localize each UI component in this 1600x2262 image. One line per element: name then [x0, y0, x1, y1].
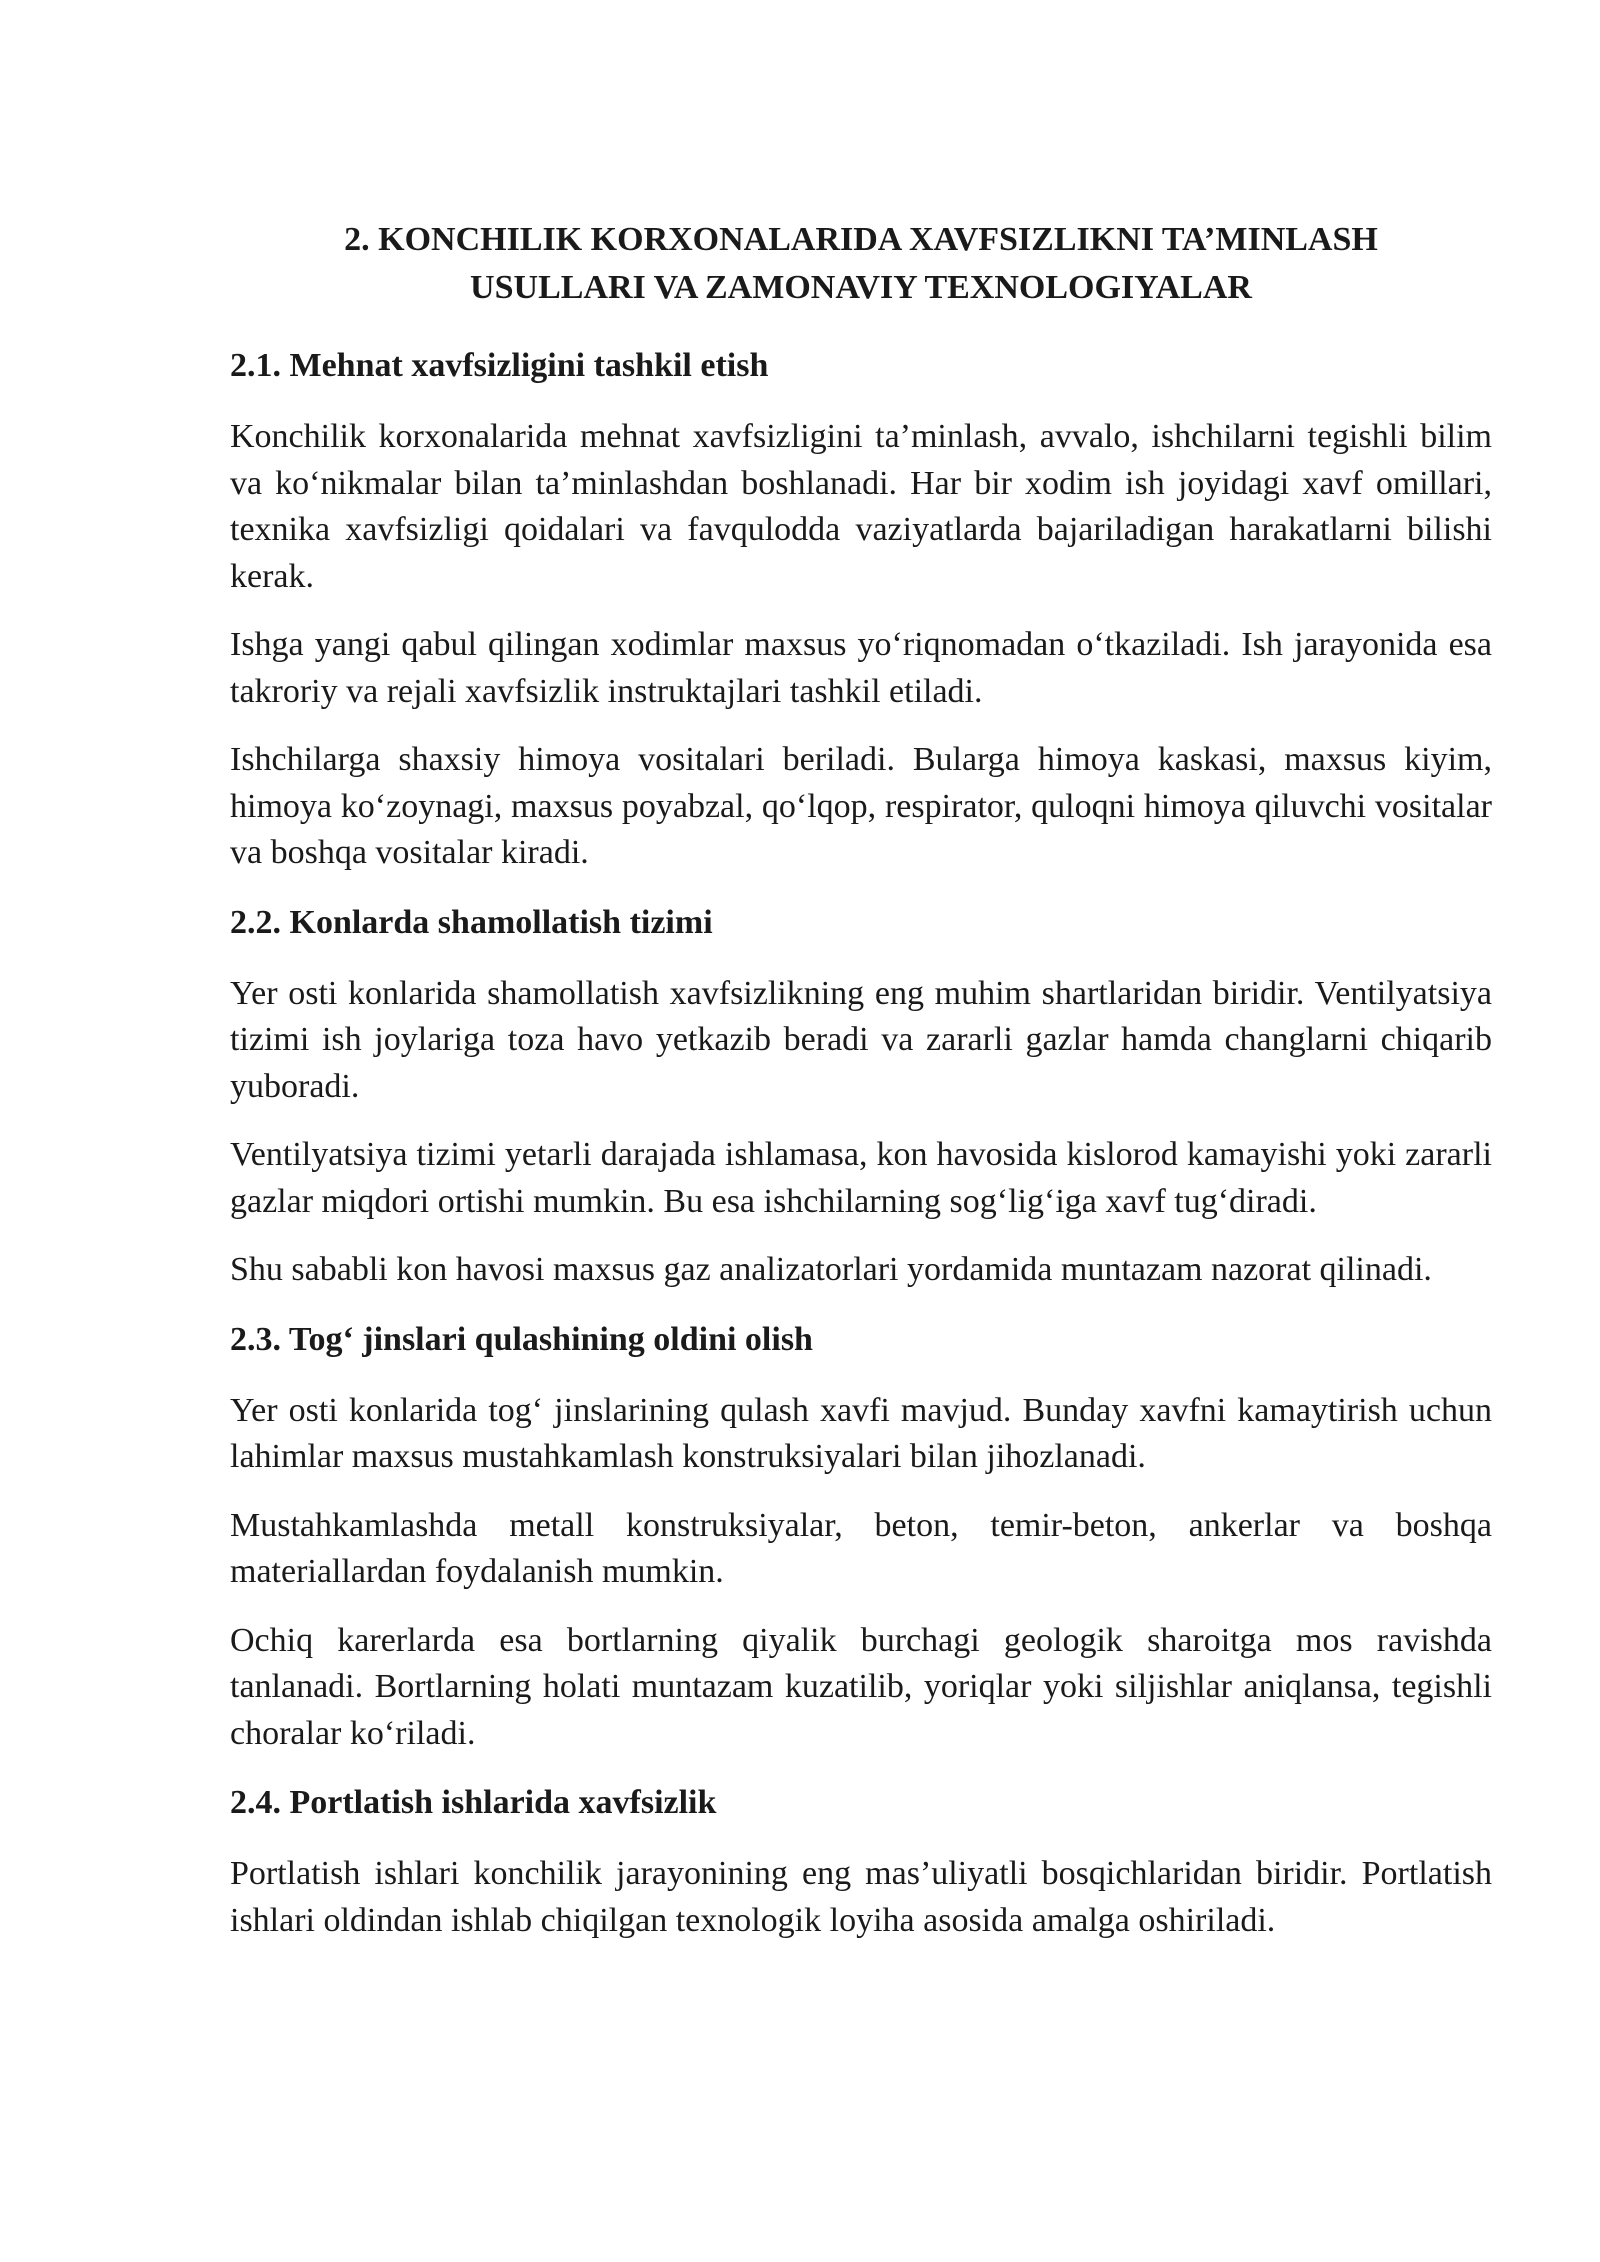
- section-heading: 2.3. Tog‘ jinslari qulashining oldini olish: [230, 1320, 813, 1358]
- paragraph: Ishga yangi qabul qilingan xodimlar maxsus yo‘riqnomadan o‘tkaziladi. Ish jarayonida esa takroriy va rejali xavfsizlik instruktajlari tashkil etiladi.: [230, 626, 1492, 710]
- paragraph: Yer osti konlarida shamollatish xavfsizlikning eng muhim shartlaridan biridir. Ventilyatsiya tizimi ish joylariga toza havo yetkazib beradi va zararli gazlar hamda changlarni chiqarib yuboradi.: [230, 974, 1492, 1105]
- section-heading: 2.1. Mehnat xavfsizligini tashkil etish: [230, 347, 769, 384]
- section-heading: 2.4. Portlatish ishlarida xavfsizlik: [230, 1784, 717, 1821]
- section-2-4: [230, 1779, 1492, 1944]
- paragraph: Mustahkamlashda metall konstruksiyalar, beton, temir-beton, ankerlar va boshqa materiallardan foydalanish mumkin.: [230, 1506, 1492, 1590]
- paragraph: Yer osti konlarida tog‘ jinslarining qulash xavfi mavjud. Bunday xavfni kamaytirish uchun lahimlar maxsus mustahkamlash konstruksiyalari bilan jihozlanadi.: [230, 1391, 1492, 1475]
- paragraph: Shu sababli kon havosi maxsus gaz analizatorlari yordamida muntazam nazorat qilinadi.: [230, 1251, 1432, 1288]
- paragraph: Ochiq karerlarda esa bortlarning qiyalik burchagi geologik sharoitga mos ravishda tanlanadi. Bortlarning holati muntazam kuzatilib, yoriqlar yoki siljishlar aniqlansa, tegishli choralar ko‘riladi.: [230, 1621, 1492, 1752]
- section-2-3: [230, 1316, 1492, 1758]
- chapter-title: [230, 216, 1492, 312]
- section-2-2: [230, 899, 1492, 1294]
- paragraph: Ventilyatsiya tizimi yetarli darajada ishlamasa, kon havosida kislorod kamayishi yoki zararli gazlar miqdori ortishi mumkin. Bu esa ishchilarning sog‘lig‘iga xavf tug‘diradi.: [230, 1136, 1492, 1220]
- chapter-title-line-1: 2. KONCHILIK KORXONALARIDA XAVFSIZLIKNI TA’MINLASH: [344, 221, 1378, 258]
- document-page: [230, 216, 1492, 1966]
- paragraph: Ishchilarga shaxsiy himoya vositalari beriladi. Bularga himoya kaskasi, maxsus kiyim, himoya ko‘zoynagi, maxsus poyabzal, qo‘lqop, respirator, quloqni himoya qiluvchi vositalar va boshqa vositalar kiradi.: [230, 741, 1492, 871]
- chapter-title-line-2: USULLARI VA ZAMONAVIY TEXNOLOGIYALAR: [470, 269, 1252, 306]
- section-heading: 2.2. Konlarda shamollatish tizimi: [230, 903, 713, 941]
- paragraph: Portlatish ishlari konchilik jarayonining eng mas’uliyatli bosqichlaridan biridir. Portlatish ishlari oldindan ishlab chiqilgan texnologik loyiha asosida amalga oshiriladi.: [230, 1855, 1492, 1939]
- paragraph: Konchilik korxonalarida mehnat xavfsizligini ta’minlash, avvalo, ishchilarni tegishli bilim va ko‘nikmalar bilan ta’minlashdan boshlanadi. Har bir xodim ish joyidagi xavf omillari, texnika xavfsizligi qoidalari va favqulodda vaziyatlarda bajariladigan harakatlarni bilishi kerak.: [230, 418, 1492, 595]
- section-2-1: [230, 342, 1492, 877]
